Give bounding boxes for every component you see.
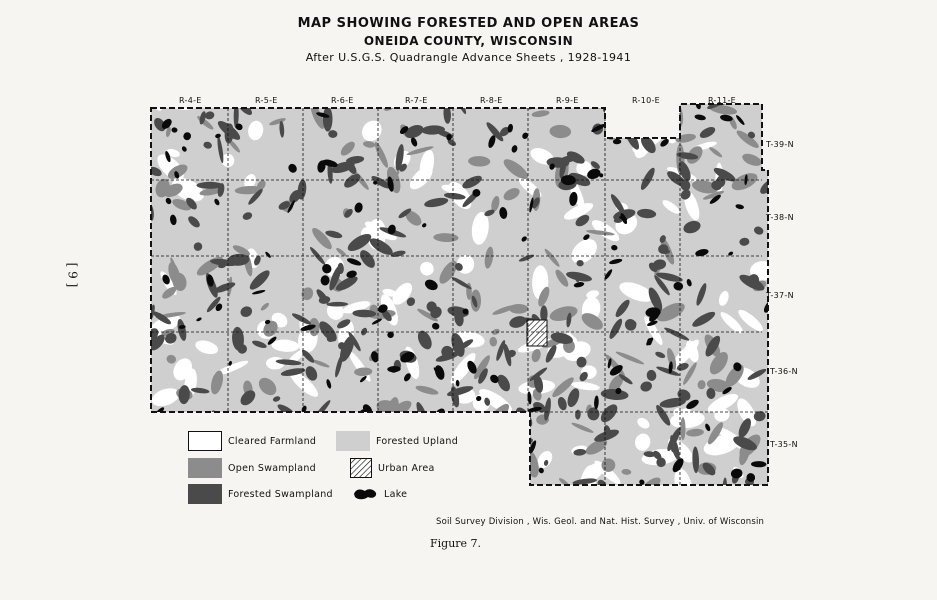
legend-label: Forested Upland — [376, 435, 459, 447]
page-number: [ 9 ] — [65, 262, 80, 288]
forested-swampland-patch — [323, 106, 333, 131]
legend-item — [188, 431, 316, 451]
township-label: T-38-N — [766, 213, 794, 222]
township-label: T-37-N — [766, 291, 794, 300]
open-swampland-patch — [139, 468, 168, 485]
open-swampland-patch — [650, 110, 667, 131]
cleared-farmland-patch — [501, 461, 520, 481]
map-subtitle-county: ONEIDA COUNTY, WISCONSIN — [363, 34, 574, 48]
cleared-farmland-patch — [148, 477, 167, 498]
map-title: MAP SHOWING FORESTED AND OPEN AREAS — [297, 16, 640, 31]
forested-swampland-patch — [381, 413, 403, 428]
open-swampland-swatch — [188, 458, 222, 478]
range-label: R-10-E — [632, 96, 661, 105]
urban-area-swatch — [350, 458, 372, 478]
lake-patch — [327, 474, 335, 479]
forested-swampland-patch — [168, 410, 189, 437]
township-label: T-35-N — [770, 440, 798, 449]
open-swampland-patch — [444, 449, 470, 470]
urban-area-rhinelander — [527, 320, 547, 346]
forested-swampland-patch — [453, 459, 475, 483]
cleared-farmland-patch — [140, 449, 160, 470]
cleared-farmland-patch — [439, 478, 457, 496]
map-source-note: After U.S.G.S. Quadrangle Advance Sheets , 1928-1941 — [305, 51, 632, 64]
lake-patch — [160, 443, 172, 448]
range-label: R-9-E — [556, 96, 579, 105]
range-label: R-5-E — [255, 96, 278, 105]
forested-swampland-patch — [513, 414, 524, 420]
forested-swampland-patch — [617, 126, 637, 133]
open-swampland-patch — [210, 413, 226, 428]
range-label: R-8-E — [480, 96, 503, 105]
legend-label: Cleared Farmland — [228, 435, 317, 447]
legend-item — [350, 458, 435, 478]
lake-patch — [352, 417, 363, 428]
range-label: R-6-E — [331, 96, 354, 105]
township-label: T-36-N — [770, 367, 798, 376]
open-swampland-patch — [508, 438, 522, 451]
range-label: R-4-E — [179, 96, 202, 105]
open-swampland-patch — [680, 417, 685, 440]
legend-item — [352, 484, 407, 504]
legend-item — [188, 458, 316, 478]
open-swampland-patch — [593, 92, 605, 109]
legend-label: Forested Swampland — [228, 488, 333, 500]
range-label: R-7-E — [405, 96, 428, 105]
forested-upland-swatch — [336, 431, 370, 451]
lake-patch — [476, 425, 481, 432]
forested-swampland-patch — [622, 108, 632, 118]
legend-label: Urban Area — [378, 462, 435, 474]
forested-swampland-patch — [387, 418, 399, 431]
legend-item — [336, 431, 458, 451]
legend-label: Lake — [384, 488, 408, 500]
forested-swampland-swatch — [188, 484, 222, 504]
forested-swampland-patch — [436, 468, 449, 478]
township-label: T-39-N — [766, 140, 794, 149]
legend-item — [188, 484, 333, 504]
range-label: R-11-E — [708, 96, 737, 105]
forested-swampland-patch — [235, 412, 253, 428]
lake-patch — [436, 419, 448, 431]
forested-swampland-patch — [253, 415, 269, 421]
lake-patch — [628, 106, 635, 114]
forested-swampland-patch — [606, 116, 615, 125]
credit-line: Soil Survey Division , Wis. Geol. and Nat. Hist. Survey , Univ. of Wisconsin — [436, 517, 765, 527]
lake-swatch — [352, 484, 378, 504]
open-swampland-patch — [162, 422, 173, 434]
forested-swampland-patch — [477, 467, 493, 494]
cleared-farmland-swatch — [188, 431, 222, 451]
legend-label: Open Swampland — [228, 462, 317, 474]
figure-caption: Figure 7. — [430, 537, 482, 550]
open-swampland-patch — [477, 440, 490, 452]
lake-patch — [474, 428, 487, 436]
lake-patch — [317, 453, 326, 460]
